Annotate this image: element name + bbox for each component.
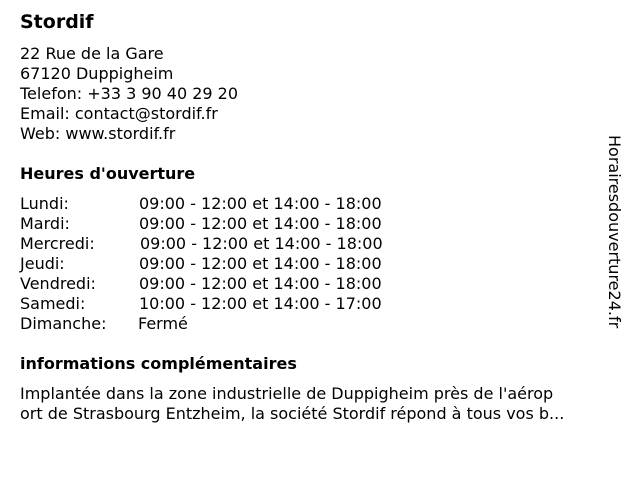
time-range: 09:00 - 12:00 et 14:00 - 18:00 [140, 234, 383, 253]
day-label: Lundi: [20, 194, 69, 213]
day-label: Dimanche: [20, 314, 107, 333]
time-range: 10:00 - 12:00 et 14:00 - 17:00 [139, 294, 382, 313]
additional-info-heading: informations complémentaires [20, 354, 297, 373]
hours-row-tuesday [20, 214, 440, 234]
address-street: 22 Rue de la Gare [20, 44, 164, 63]
day-label: Mardi: [20, 214, 70, 233]
hours-row-saturday [20, 294, 440, 314]
time-range: 09:00 - 12:00 et 14:00 - 18:00 [139, 214, 382, 233]
hours-row-monday [20, 194, 440, 214]
business-description [20, 384, 620, 424]
contact-block [20, 44, 238, 144]
email-line[interactable]: Email: contact@stordif.fr [20, 104, 218, 123]
vertical-brand-watermark: Horairesdouverture24.fr [605, 135, 624, 329]
opening-hours-heading: Heures d'ouverture [20, 164, 196, 183]
day-label: Jeudi: [20, 254, 65, 273]
phone-line[interactable]: Telefon: +33 3 90 40 29 20 [20, 84, 239, 103]
description-line: ort de Strasbourg Entzheim, la société Stordif répond à tous vos b... [20, 404, 565, 423]
hours-row-friday [20, 274, 440, 294]
day-label: Vendredi: [20, 274, 96, 293]
description-line: Implantée dans la zone industrielle de Duppigheim près de l'aérop [20, 384, 554, 403]
time-range: 09:00 - 12:00 et 14:00 - 18:00 [139, 274, 382, 293]
hours-row-wednesday [20, 234, 440, 254]
day-label: Mercredi: [20, 234, 95, 253]
opening-hours-table [20, 194, 440, 334]
web-line[interactable]: Web: www.stordif.fr [20, 124, 176, 143]
address-city: 67120 Duppigheim [20, 64, 174, 83]
time-range: 09:00 - 12:00 et 14:00 - 18:00 [139, 194, 382, 213]
hours-row-thursday [20, 254, 440, 274]
hours-row-sunday [20, 314, 440, 334]
day-label: Samedi: [20, 294, 86, 313]
business-name: Stordif [20, 11, 94, 33]
time-range: 09:00 - 12:00 et 14:00 - 18:00 [139, 254, 382, 273]
time-range: Fermé [138, 314, 188, 333]
